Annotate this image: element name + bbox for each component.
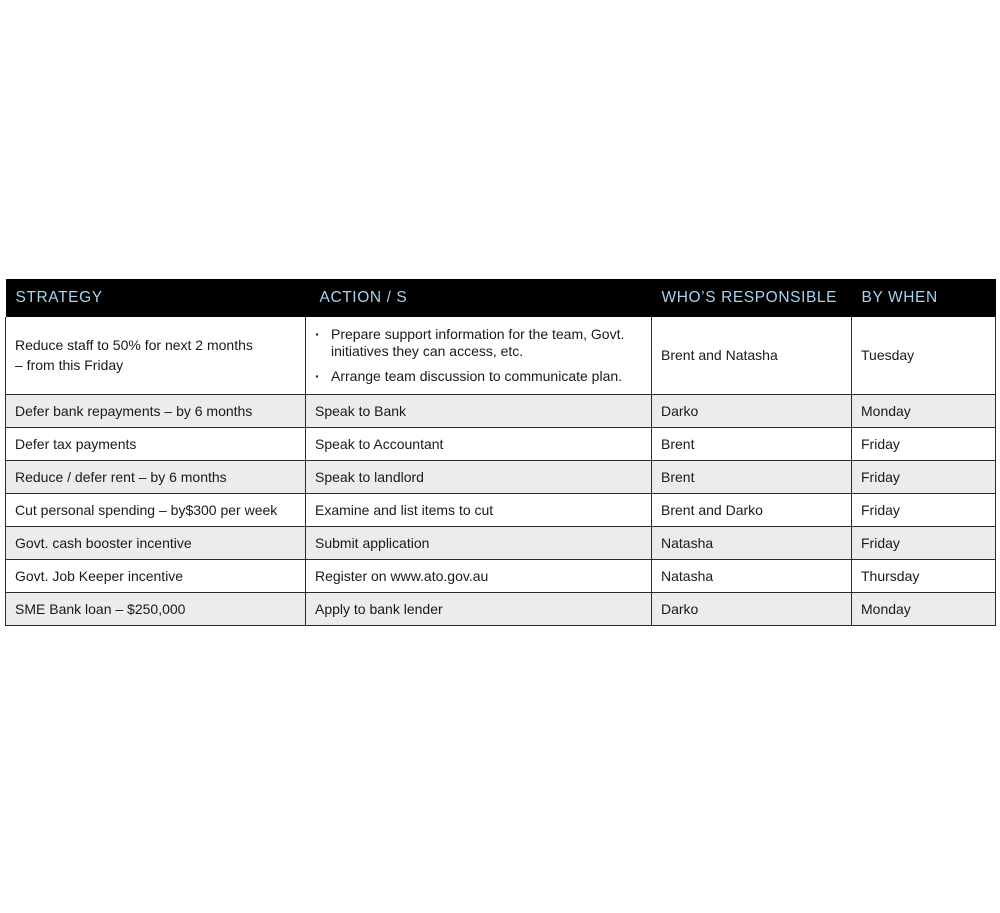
by-when-cell: Monday [852, 394, 996, 427]
strategy-cell: Govt. Job Keeper incentive [6, 559, 306, 592]
header-by-when: BY WHEN [861, 289, 938, 306]
strategy-line: Reduce staff to 50% for next 2 months [15, 337, 253, 354]
action-bullet-item: · Arrange team discussion to communicate plan. [315, 368, 642, 385]
table-row [6, 526, 996, 559]
responsible-cell: Natasha [652, 526, 852, 559]
strategy-cell: Cut personal spending – by$300 per week [6, 493, 306, 526]
by-when-cell: Friday [852, 526, 996, 559]
strategy-cell: Defer tax payments [6, 427, 306, 460]
header-row [6, 279, 996, 317]
strategy-cell [6, 317, 306, 394]
responsible-cell: Darko [652, 592, 852, 625]
action-cell: Speak to Accountant [306, 427, 652, 460]
responsible-cell: Brent [652, 460, 852, 493]
action-bullet-item: · Prepare support information for the team, Govt. initiatives they can access, etc. [315, 326, 642, 360]
by-when-cell: Friday [852, 427, 996, 460]
table-row [6, 559, 996, 592]
action-cell [306, 317, 652, 394]
strategy-cell: Govt. cash booster incentive [6, 526, 306, 559]
action-cell: Apply to bank lender [306, 592, 652, 625]
by-when-cell: Friday [852, 493, 996, 526]
strategy-cell: Reduce / defer rent – by 6 months [6, 460, 306, 493]
header-responsible: WHO’S RESPONSIBLE [661, 289, 838, 306]
action-cell: Speak to Bank [306, 394, 652, 427]
action-cell: Speak to landlord [306, 460, 652, 493]
header-actions: ACTION / S [319, 289, 408, 306]
table-row [6, 493, 996, 526]
strategy-cell: Defer bank repayments – by 6 months [6, 394, 306, 427]
table-row [6, 317, 996, 394]
table-row [6, 592, 996, 625]
header-strategy: STRATEGY [15, 289, 103, 306]
by-when-cell: Tuesday [852, 317, 996, 394]
table-header [6, 279, 996, 317]
by-when-cell: Friday [852, 460, 996, 493]
by-when-cell: Thursday [852, 559, 996, 592]
table-body [6, 317, 996, 625]
action-cell: Submit application [306, 526, 652, 559]
table-row [6, 394, 996, 427]
responsible-cell: Brent [652, 427, 852, 460]
action-bullet-list [315, 326, 642, 385]
action-plan-table [5, 279, 996, 626]
table-row [6, 427, 996, 460]
action-plan-table-wrapper [5, 279, 995, 626]
responsible-cell: Brent and Darko [652, 493, 852, 526]
by-when-cell: Monday [852, 592, 996, 625]
responsible-cell: Brent and Natasha [652, 317, 852, 394]
strategy-line: – from this Friday [15, 357, 124, 374]
strategy-cell: SME Bank loan – $250,000 [6, 592, 306, 625]
table-row [6, 460, 996, 493]
action-cell: Register on www.ato.gov.au [306, 559, 652, 592]
responsible-cell: Natasha [652, 559, 852, 592]
responsible-cell: Darko [652, 394, 852, 427]
action-cell: Examine and list items to cut [306, 493, 652, 526]
